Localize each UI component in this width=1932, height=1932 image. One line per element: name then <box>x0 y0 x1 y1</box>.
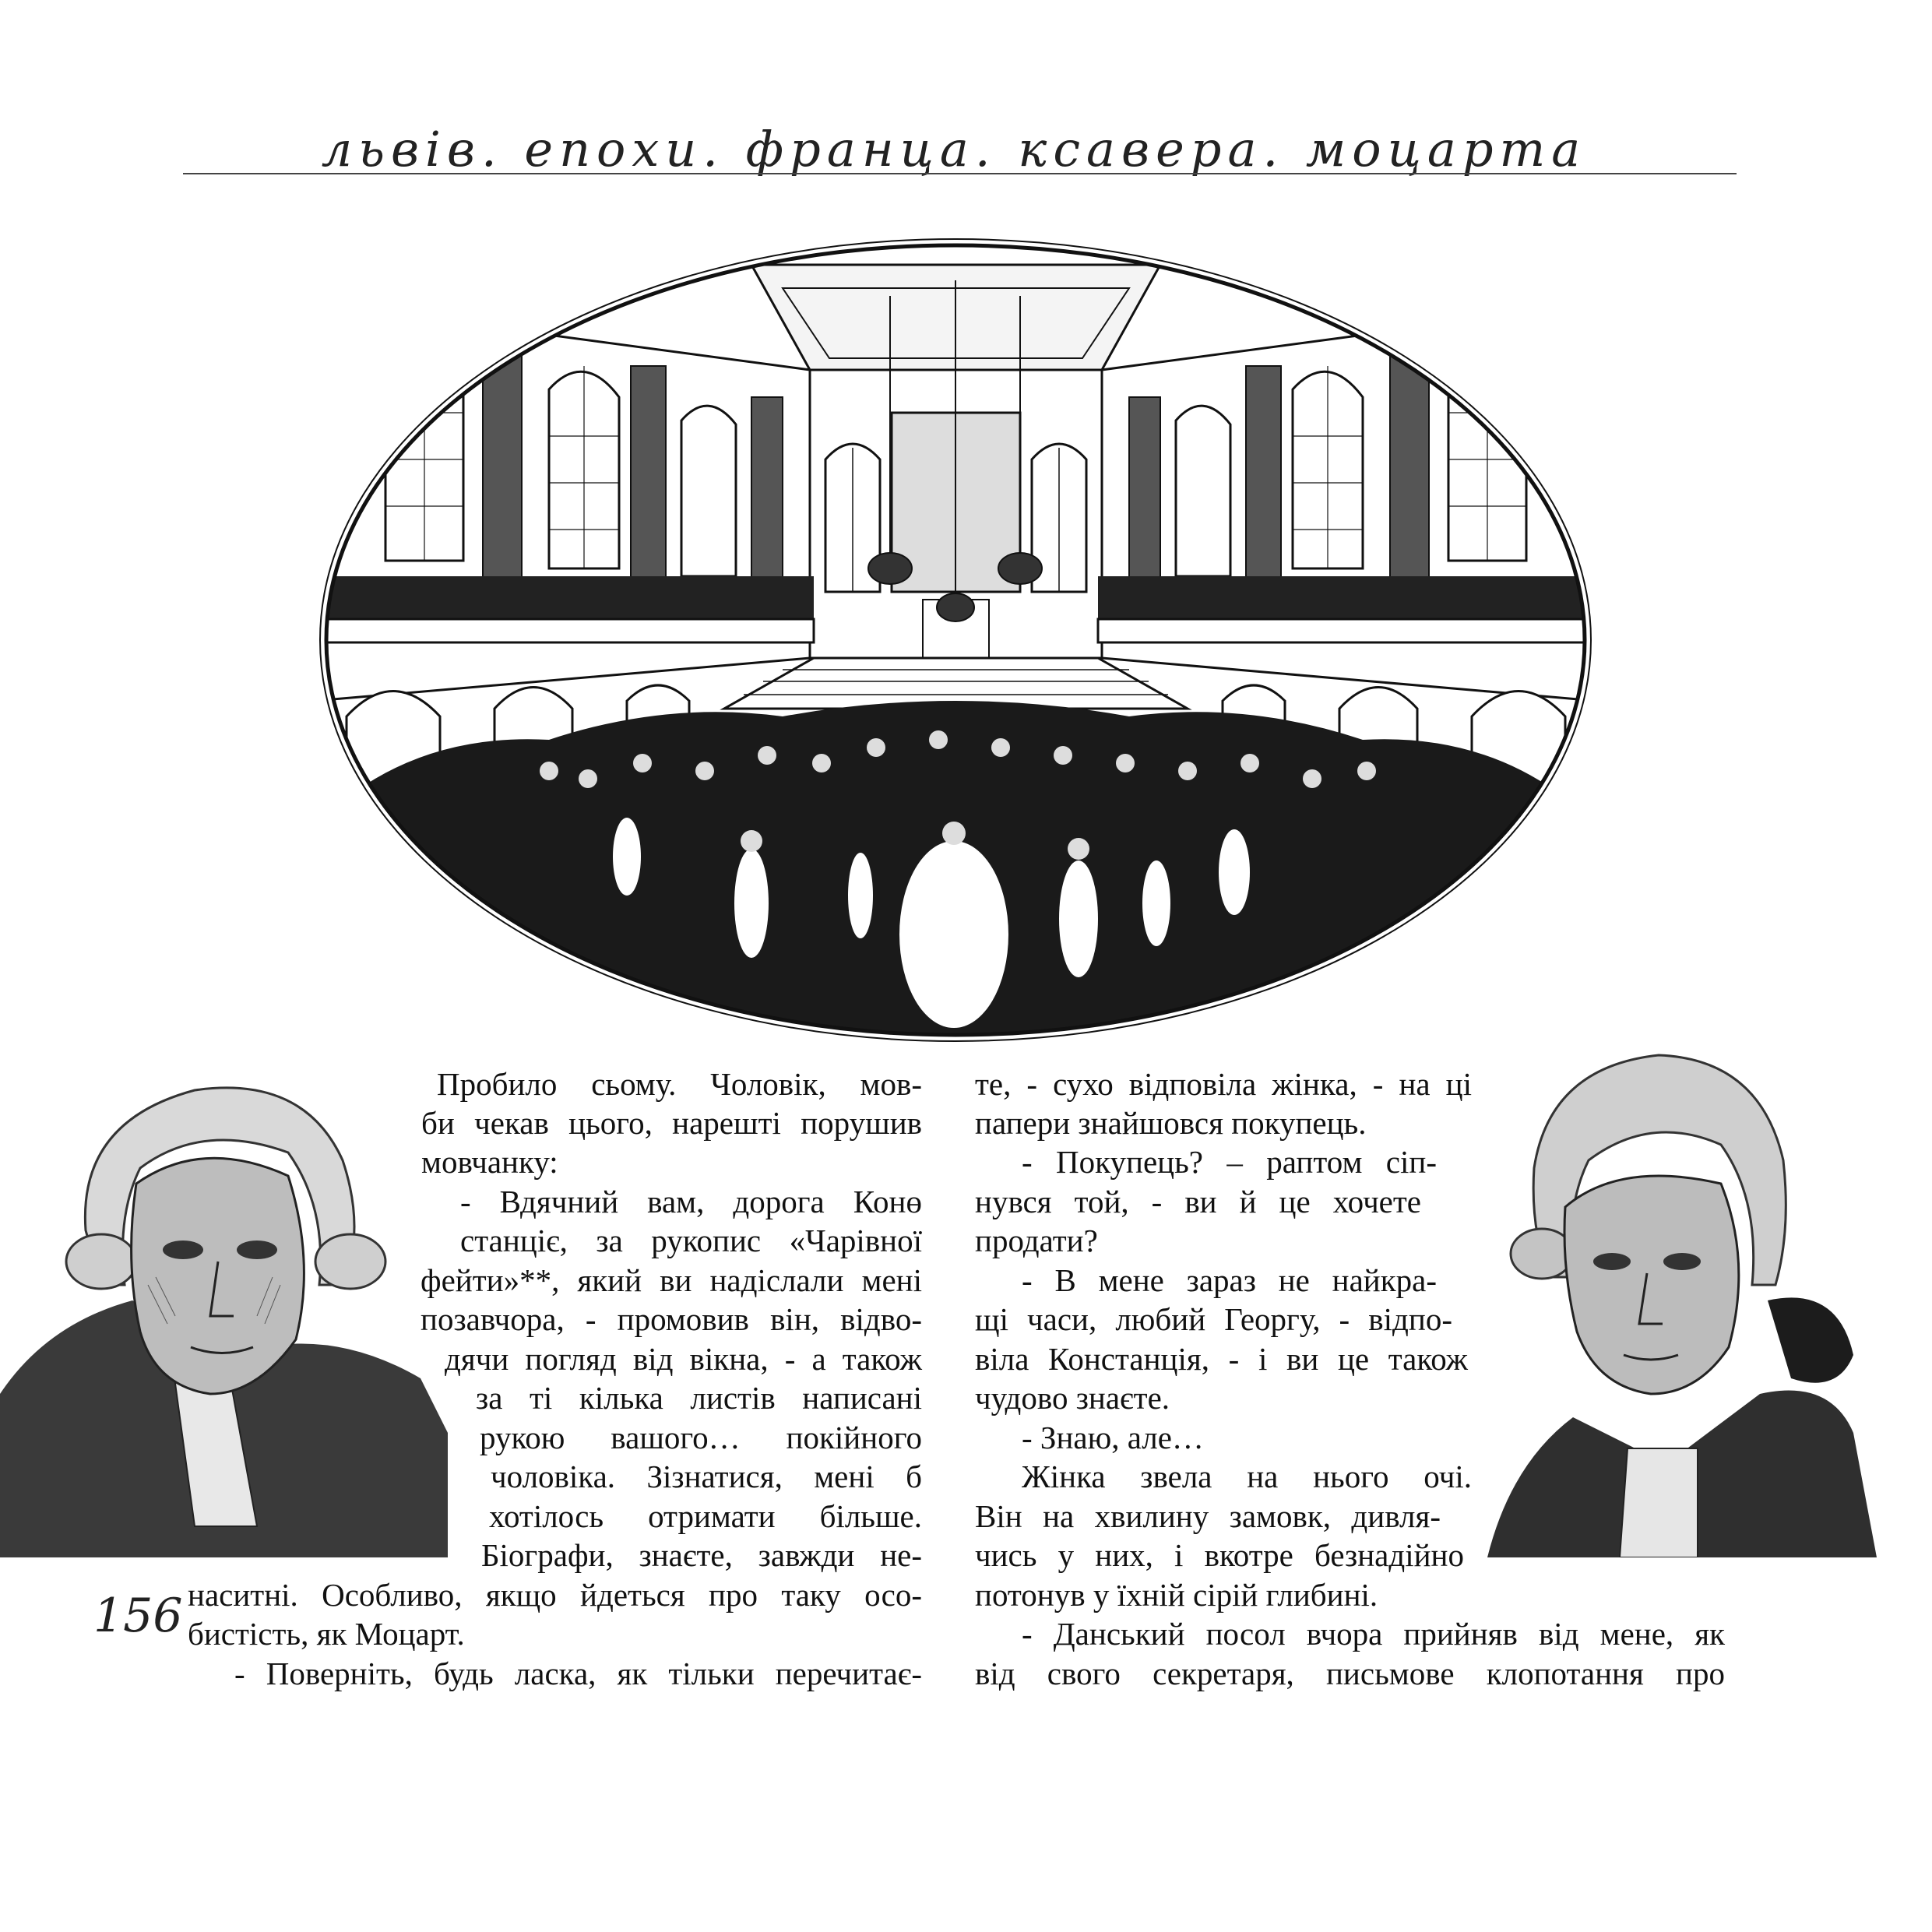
text-line: - В мене зараз не найкра- <box>1022 1262 1437 1298</box>
text-line: щі часи, любий Георгу, - відпо- <box>975 1301 1452 1337</box>
text-line: чись у них, і вкотре безнадійно <box>975 1537 1464 1573</box>
text-line: чоловіка. Зізнатися, мені б <box>491 1459 922 1494</box>
text-line: позавчора, - промовив він, відво- <box>421 1301 922 1337</box>
text-line: рукою вашого… покійного <box>480 1420 922 1455</box>
text-line: Він на хвилину замовк, дивля- <box>975 1498 1441 1534</box>
text-line: від свого секретаря, письмове клопотання про <box>975 1656 1725 1691</box>
text-line: нувся той, - ви й це хочете <box>975 1184 1421 1219</box>
text-line: Жінка звела на нього очі. <box>1022 1459 1472 1494</box>
text-line: - Данський посол вчора прийняв від мене, як <box>1022 1616 1725 1652</box>
text-line: продати? <box>975 1223 1098 1258</box>
text-line: дячи погляд від вікна, - а також <box>445 1341 922 1377</box>
portrait-engraving-mozart <box>1464 1028 1877 1557</box>
text-line: Біографи, знаєте, завжди не- <box>481 1537 922 1573</box>
text-line: бистість, як Моцарт. <box>188 1616 465 1652</box>
ballroom-engraving <box>315 234 1596 1047</box>
text-line: хотілось отримати більше. <box>489 1498 922 1534</box>
running-head: львів. епохи. франца. ксавера. моцарта <box>321 121 1587 178</box>
text-line: те, - сухо відповіла жінка, - на ці <box>975 1066 1472 1102</box>
page-number: 156 <box>93 1589 183 1643</box>
text-line: би чекав цього, нарешті порушив <box>421 1105 922 1141</box>
text-line: - Знаю, але… <box>1022 1420 1204 1455</box>
text-line: папери знайшовся покупець. <box>975 1105 1367 1141</box>
text-line: мовчанку: <box>421 1144 558 1180</box>
text-line: Пробило сьому. Чоловік, мов- <box>437 1066 922 1102</box>
text-line: за ті кілька листів написані <box>476 1380 922 1416</box>
text-line: - Поверніть, будь ласка, як тільки перечитає- <box>234 1656 922 1691</box>
text-line: - Покупець? – раптом сіп- <box>1022 1144 1437 1180</box>
text-line: наситні. Особливо, якщо йдеться про таку осо- <box>188 1577 922 1613</box>
text-line: чудово знаєте. <box>975 1380 1170 1416</box>
text-line: віла Констанція, - і ви це також <box>975 1341 1468 1377</box>
text-line: - Вдячний вам, дорога Конө <box>460 1184 922 1219</box>
text-line: станціє, за рукопис «Чарівної <box>460 1223 922 1258</box>
header-rule <box>183 173 1737 174</box>
text-line: фейти»**, який ви надіслали мені <box>421 1262 922 1298</box>
text-line: потонув у їхній сірій глибині. <box>975 1577 1378 1613</box>
portrait-engraving-left <box>0 1028 448 1557</box>
